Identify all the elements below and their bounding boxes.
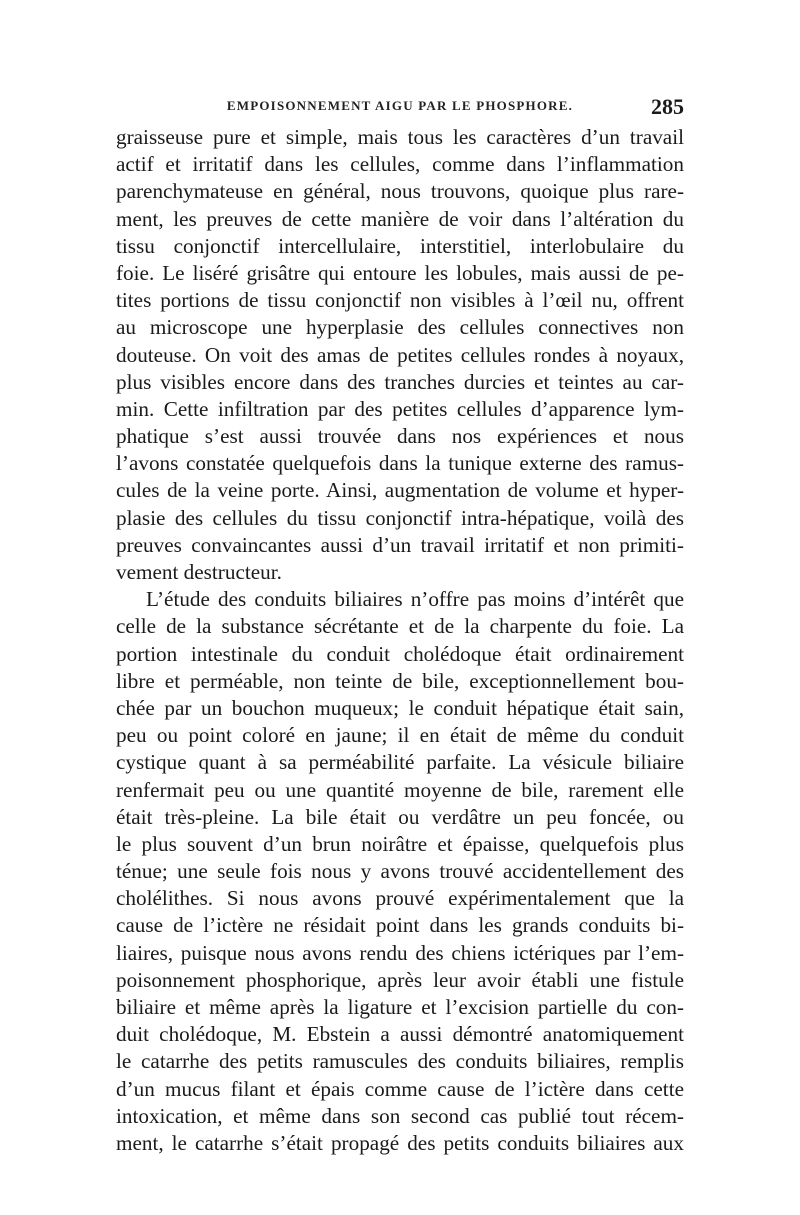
text-line: min. Cette infiltration par des petites cellules d’apparence lym- [116, 396, 684, 421]
text-line: liaires, puisque nous avons rendu des chiens ictériques par l’em- [116, 940, 684, 965]
text-line: L’étude des conduits biliaires n’offre pas moins d’intérêt que [146, 587, 684, 612]
text-line: cause de l’ictère ne résidait point dans les grands conduits bi- [116, 913, 684, 938]
text-line: parenchymateuse en général, nous trouvons, quoique plus rare- [116, 179, 684, 204]
text-line: vement destructeur. [116, 560, 282, 584]
text-line: cholélithes. Si nous avons prouvé expérimentalement que la [116, 886, 684, 911]
text-line: le catarrhe des petits ramuscules des conduits biliaires, remplis [116, 1049, 684, 1074]
text-line: tites portions de tissu conjonctif non visibles à l’œil nu, offrent [116, 288, 684, 313]
text-line: douteuse. On voit des amas de petites cellules rondes à noyaux, [116, 342, 684, 367]
page-number: 285 [651, 94, 684, 119]
text-line: chée par un bouchon muqueux; le conduit hépatique était sain, [116, 695, 684, 720]
text-line: au microscope une hyperplasie des cellules connectives non [116, 315, 684, 340]
text-line: ténue; une seule fois nous y avons trouvé accidentellement des [116, 859, 684, 884]
text-line: celle de la substance sécrétante et de la charpente du foie. La [116, 614, 684, 639]
text-line: libre et perméable, non teinte de bile, exceptionnellement bou- [116, 668, 684, 693]
text-line: duit cholédoque, M. Ebstein a aussi démontré anatomiquement [116, 1022, 684, 1047]
text-line: cules de la veine porte. Ainsi, augmentation de volume et hyper- [116, 478, 684, 503]
text-line: l’avons constatée quelquefois dans la tunique externe des ramus- [116, 451, 684, 476]
text-line: poisonnement phosphorique, après leur avoir établi une fistule [116, 967, 684, 992]
text-line: renfermait peu ou une quantité moyenne de bile, rarement elle [116, 777, 684, 802]
text-line: graisseuse pure et simple, mais tous les caractères d’un travail [116, 125, 684, 149]
text-line: ment, les preuves de cette manière de voir dans l’altération du [116, 206, 684, 231]
text-line: portion intestinale du conduit cholédoque était ordinairement [116, 641, 684, 666]
text-line: plus visibles encore dans des tranches durcies et teintes au car- [116, 369, 684, 394]
text-line: ment, le catarrhe s’était propagé des petits conduits biliaires aux [116, 1130, 684, 1155]
text-line: actif et irritatif dans les cellules, comme dans l’inflammation [116, 152, 684, 177]
text-line: peu ou point coloré en jaune; il en était de même du conduit [116, 723, 684, 748]
body-text [116, 124, 684, 1157]
text-line: intoxication, et même dans son second cas publié tout récem- [116, 1103, 684, 1128]
paragraph [116, 124, 684, 586]
text-line: foie. Le liséré grisâtre qui entoure les lobules, mais aussi de pe- [116, 260, 684, 285]
text-line: biliaire et même après la ligature et l’excision partielle du con- [116, 995, 684, 1019]
text-line: phatique s’est aussi trouvée dans nos expériences et nous [116, 424, 684, 449]
text-line: plasie des cellules du tissu conjonctif intra-hépatique, voilà des [116, 505, 684, 530]
text-line: preuves convaincantes aussi d’un travail irritatif et non primiti- [116, 532, 684, 557]
text-line: était très-pleine. La bile était ou verdâtre un peu foncée, ou [116, 804, 684, 829]
paragraph [116, 586, 684, 1157]
text-line: tissu conjonctif intercellulaire, interstitiel, interlobulaire du [116, 233, 684, 258]
page-header [116, 94, 684, 122]
text-line: cystique quant à sa perméabilité parfaite. La vésicule biliaire [116, 750, 684, 775]
text-line: d’un mucus filant et épais comme cause de l’ictère dans cette [116, 1076, 684, 1101]
text-line: le plus souvent d’un brun noirâtre et épaisse, quelquefois plus [116, 831, 684, 856]
running-head: EMPOISONNEMENT AIGU PAR LE PHOSPHORE. [226, 98, 574, 113]
